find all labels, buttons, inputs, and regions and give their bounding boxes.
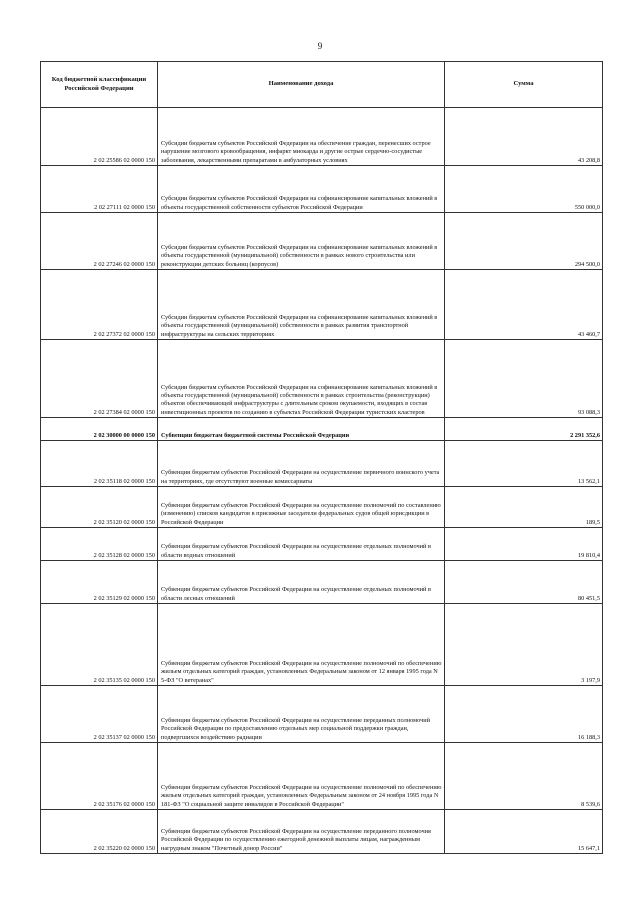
- row-code: 2 02 30000 00 0000 150: [41, 418, 158, 441]
- row-sum: 294 500,0: [445, 213, 603, 270]
- row-code: 2 02 35220 02 0000 150: [41, 810, 158, 854]
- row-code: 2 02 35128 02 0000 150: [41, 528, 158, 561]
- row-sum: 3 197,9: [445, 604, 603, 686]
- row-code: 2 02 27246 02 0000 150: [41, 213, 158, 270]
- row-sum: 80 451,5: [445, 561, 603, 604]
- table-row: [41, 686, 603, 743]
- row-name: Субсидии бюджетам субъектов Российской Федерации на обеспечение граждан, перенесших острое нарушение мозгового кровообращения, инфаркт миокарда и другие острые сердечно-сосудистые заболевания, лекарственными препаратами в амбулаторных условиях: [158, 108, 445, 166]
- row-code: 2 02 35120 02 0000 150: [41, 487, 158, 528]
- table-row: [41, 108, 603, 166]
- row-name: Субсидии бюджетам субъектов Российской Федерации на софинансирование капитальных вложений в объекты государственной (муниципальной) собственности в рамках строительства (реконструкции) объектов обеспечивающей инфраструктуры с длительным сроком окупаемости, входящих в состав инвестиционных проектов по созданию в субъектах Российской Федерации туристских кластеров: [158, 340, 445, 418]
- row-sum: 2 291 352,6: [445, 418, 603, 441]
- row-name: Субвенции бюджетам субъектов Российской Федерации на осуществление первичного воинского учета на территориях, где отсутствуют военные комиссариаты: [158, 441, 445, 487]
- revenue-table: [40, 61, 603, 854]
- row-name: Субвенции бюджетам субъектов Российской Федерации на осуществление переданного полномочия Российской Федерации по осуществлению ежегодной денежной выплаты лицам, награжденным нагрудным знаком "Почетный донор России": [158, 810, 445, 854]
- table-row: [41, 487, 603, 528]
- table-row: [41, 340, 603, 418]
- table-row: [41, 561, 603, 604]
- table-row: [41, 743, 603, 810]
- row-code: 2 02 35176 02 0000 150: [41, 743, 158, 810]
- table-header-row: [41, 62, 603, 108]
- row-sum: 16 188,3: [445, 686, 603, 743]
- row-sum: 43 208,8: [445, 108, 603, 166]
- row-sum: 13 562,1: [445, 441, 603, 487]
- table-row: [41, 441, 603, 487]
- row-name: Субсидии бюджетам субъектов Российской Федерации на софинансирование капитальных вложений в объекты государственной (муниципальной) собственности в рамках развития транспортной инфраструктуры на сельских территориях: [158, 270, 445, 340]
- header-code: Код бюджетной классификации Российской Федерации: [41, 62, 158, 108]
- row-sum: 93 088,3: [445, 340, 603, 418]
- row-name: Субвенции бюджетам субъектов Российской Федерации на осуществление отдельных полномочий в области лесных отношений: [158, 561, 445, 604]
- row-sum: 43 460,7: [445, 270, 603, 340]
- row-sum: 550 000,0: [445, 166, 603, 213]
- row-name: Субсидии бюджетам субъектов Российской Федерации на софинансирование капитальных вложений в объекты государственной (муниципальной) собственности в рамках нового строительства или реконструкции детских больниц (корпусов): [158, 213, 445, 270]
- row-code: 2 02 27111 02 0000 150: [41, 166, 158, 213]
- row-code: 2 02 35129 02 0000 150: [41, 561, 158, 604]
- table-row: [41, 270, 603, 340]
- row-name: Субвенции бюджетам субъектов Российской Федерации на осуществление полномочий по обеспечению жильем отдельных категорий граждан, установленных Федеральным законом от 12 января 1995 года N 5-ФЗ "О ветеранах": [158, 604, 445, 686]
- row-sum: 15 647,1: [445, 810, 603, 854]
- row-name: Субвенции бюджетам субъектов Российской Федерации на осуществление полномочий по обеспечению жильем отдельных категорий граждан, установленных Федеральным законом от 24 ноября 1995 года N 181-ФЗ "О социальной защите инвалидов в Российской Федерации": [158, 743, 445, 810]
- row-code: 2 02 35137 02 0000 150: [41, 686, 158, 743]
- row-code: 2 02 35118 02 0000 150: [41, 441, 158, 487]
- row-name: Субсидии бюджетам субъектов Российской Федерации на софинансирование капитальных вложений в объекты государственной собственности субъектов Российской Федерации: [158, 166, 445, 213]
- row-code: 2 02 35135 02 0000 150: [41, 604, 158, 686]
- table-row: [41, 810, 603, 854]
- row-code: 2 02 25586 02 0000 150: [41, 108, 158, 166]
- row-code: 2 02 27384 02 0000 150: [41, 340, 158, 418]
- table-row-subtotal: [41, 418, 603, 441]
- header-sum: Сумма: [445, 62, 603, 108]
- row-sum: 189,5: [445, 487, 603, 528]
- row-sum: 19 810,4: [445, 528, 603, 561]
- row-name: Субвенции бюджетам бюджетной системы Российской Федерации: [158, 418, 445, 441]
- table-row: [41, 528, 603, 561]
- table-row: [41, 604, 603, 686]
- row-name: Субвенции бюджетам субъектов Российской Федерации на осуществление полномочий по составлению (изменению) списков кандидатов в присяжные заседатели федеральных судов общей юрисдикции в Российской Федерации: [158, 487, 445, 528]
- row-code: 2 02 27372 02 0000 150: [41, 270, 158, 340]
- row-name: Субвенции бюджетам субъектов Российской Федерации на осуществление отдельных полномочий в области водных отношений: [158, 528, 445, 561]
- header-name: Наименование дохода: [158, 62, 445, 108]
- table-row: [41, 166, 603, 213]
- row-sum: 8 539,6: [445, 743, 603, 810]
- row-name: Субвенции бюджетам субъектов Российской Федерации на осуществление переданных полномочий Российской Федерации по предоставлению отдельных мер социальной поддержки граждан, подвергшихся воздействию радиации: [158, 686, 445, 743]
- page-number: 9: [317, 41, 323, 51]
- table-row: [41, 213, 603, 270]
